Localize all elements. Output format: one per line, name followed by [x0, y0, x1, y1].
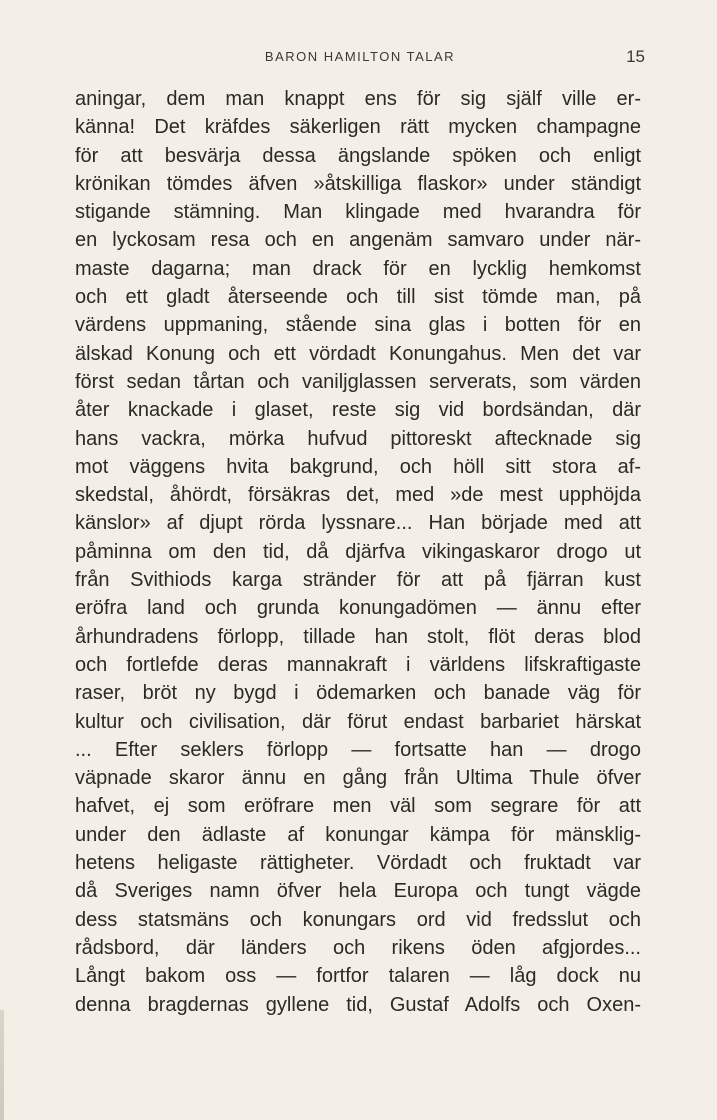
text-line: ... Efter seklers förlopp — fortsatte han — drogo	[75, 738, 641, 761]
text-line: krönikan tömdes äfven »åtskilliga flaskor» under ständigt	[75, 172, 641, 195]
body-text	[75, 85, 641, 1019]
text-line: denna bragdernas gyllene tid, Gustaf Adolfs och Oxen-	[75, 993, 641, 1016]
text-line: århundradens förlopp, tillade han stolt, flöt deras blod	[75, 625, 641, 648]
page-edge-shadow	[0, 1010, 4, 1120]
text-line: hans vackra, mörka hufvud pittoreskt aftecknade sig	[75, 427, 641, 450]
text-line: påminna om den tid, då djärfva vikingaskaror drogo ut	[75, 540, 641, 563]
text-line: Långt bakom oss — fortfor talaren — låg dock nu	[75, 965, 641, 988]
text-line: rådsbord, där länders och rikens öden afgjordes...	[75, 936, 641, 959]
text-line: under den ädlaste af konungar kämpa för mänsklig-	[75, 823, 641, 846]
text-line: eröfra land och grunda konungadömen — ännu efter	[75, 597, 641, 620]
text-line: hetens heligaste rättigheter. Vördadt och fruktadt var	[75, 852, 641, 875]
text-line: en lyckosam resa och en angenäm samvaro under när-	[75, 229, 641, 252]
text-line: mot väggens hvita bakgrund, och höll sitt stora af-	[75, 455, 641, 478]
running-head	[75, 49, 645, 69]
text-line: aningar, dem man knappt ens för sig själf ville er-	[75, 88, 641, 110]
text-line: väpnade skaror ännu en gång från Ultima Thule öfver	[75, 767, 641, 790]
text-line: först sedan tårtan och vaniljglassen serverats, som värden	[75, 370, 641, 393]
text-line: känslor» af djupt rörda lyssnare... Han började med att	[75, 512, 641, 535]
text-line: då Sveriges namn öfver hela Europa och tungt vägde	[75, 880, 641, 903]
text-line: för att besvärja dessa ängslande spöken och enligt	[75, 144, 641, 167]
text-line: värdens uppmaning, stående sina glas i botten för en	[75, 314, 641, 337]
text-line: raser, bröt ny bygd i ödemarken och banade väg för	[75, 682, 641, 705]
text-line: älskad Konung och ett vördadt Konungahus. Men det var	[75, 342, 641, 365]
page-number: 15	[626, 47, 645, 66]
text-line: dess statsmäns och konungars ord vid fredsslut och	[75, 908, 641, 931]
text-line: och fortlefde deras mannakraft i världens lifskraftigaste	[75, 653, 641, 676]
text-line: hafvet, ej som eröfrare men väl som segrare för att	[75, 795, 641, 818]
text-line: skedstal, åhördt, försäkras det, med »de mest upphöjda	[75, 484, 641, 507]
text-line: stigande stämning. Man klingade med hvarandra för	[75, 201, 641, 224]
running-title: BARON HAMILTON TALAR	[264, 49, 456, 64]
text-line: kultur och civilisation, där förut endast barbariet härskat	[75, 710, 641, 733]
text-line: maste dagarna; man drack för en lycklig hemkomst	[75, 257, 641, 280]
text-line: från Svithiods karga stränder för att på fjärran kust	[75, 569, 641, 592]
text-line: åter knackade i glaset, reste sig vid bordsändan, där	[75, 399, 641, 422]
text-line: och ett gladt återseende och till sist tömde man, på	[75, 286, 641, 309]
text-line: känna! Det kräfdes säkerligen rätt mycken champagne	[75, 116, 641, 139]
